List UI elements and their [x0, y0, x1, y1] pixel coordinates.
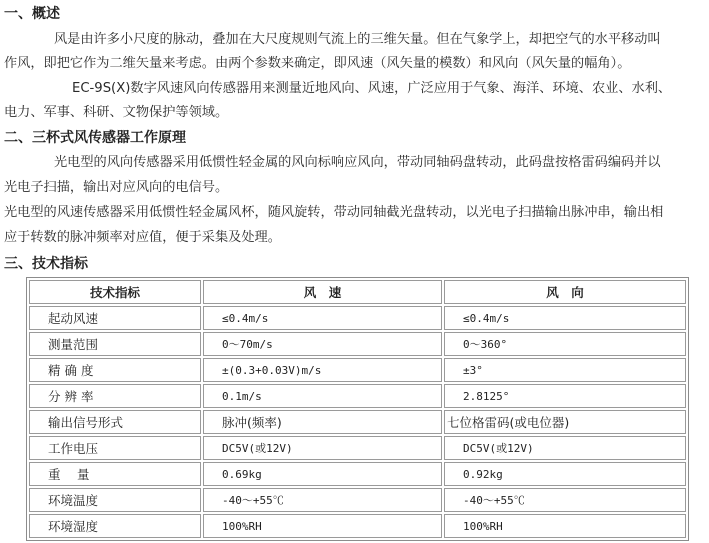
wind-speed-value: -40～+55℃: [203, 488, 442, 512]
table-row: [29, 436, 686, 460]
row-name: 重 量: [29, 462, 201, 486]
principle-line-2: 光电子扫描，输出对应风向的电信号。: [4, 180, 229, 195]
wind-direction-value: ≤0.4m/s: [444, 306, 686, 330]
spec-table-header-row: [29, 280, 686, 304]
table-row: [29, 462, 686, 486]
wind-speed-value: 0～70m/s: [203, 332, 442, 356]
wind-direction-value: 2.8125°: [444, 384, 686, 408]
header-wind-direction: 风 向: [444, 280, 686, 304]
table-row: [29, 488, 686, 512]
header-wind-speed: 风 速: [203, 280, 442, 304]
table-row: [29, 514, 686, 538]
row-name: 工作电压: [29, 436, 201, 460]
section-heading-principle: 二、三杯式风传感器工作原理: [4, 130, 186, 146]
table-row: [29, 410, 686, 434]
header-spec: 技术指标: [29, 280, 201, 304]
wind-direction-value: DC5V(或12V): [444, 436, 686, 460]
wind-direction-value: ±3°: [444, 358, 686, 382]
row-name: 环境湿度: [29, 514, 201, 538]
wind-speed-value: 0.69kg: [203, 462, 442, 486]
row-name: 分 辨 率: [29, 384, 201, 408]
principle-line-4: 应于转数的脉冲频率对应值，便于采集及处理。: [4, 230, 281, 245]
wind-speed-value: ≤0.4m/s: [203, 306, 442, 330]
wind-speed-value: 脉冲(频率): [203, 410, 442, 434]
row-name: 测量范围: [29, 332, 201, 356]
principle-line-3: 光电型的风速传感器采用低惯性轻金属风杯，随风旋转，带动同轴截光盘转动，以光电子扫描输出脉冲串，输出相: [4, 205, 664, 220]
overview-line-2: 作风，即把它作为二维矢量来考虑。由两个参数来确定，即风速（风矢量的模数）和风向（风矢量的幅角）。: [4, 56, 631, 71]
wind-speed-value: DC5V(或12V): [203, 436, 442, 460]
overview-line-1: 风是由许多小尺度的脉动，叠加在大尺度规则气流上的三维矢量。但在气象学上，却把空气的水平移动叫: [54, 32, 661, 47]
row-name: 环境温度: [29, 488, 201, 512]
wind-speed-value: 100%RH: [203, 514, 442, 538]
section-heading-specs: 三、技术指标: [4, 256, 88, 272]
wind-direction-value: 100%RH: [444, 514, 686, 538]
row-name: 精 确 度: [29, 358, 201, 382]
wind-speed-value: ±(0.3+0.03V)m/s: [203, 358, 442, 382]
overview-line-3: EC-9S(X)数字风速风向传感器用来测量近地风向、风速，广泛应用于气象、海洋、环境、农业、水利、: [72, 81, 672, 96]
table-row: [29, 384, 686, 408]
overview-line-4: 电力、军事、科研、文物保护等领域。: [4, 105, 229, 120]
table-row: [29, 358, 686, 382]
row-name: 起动风速: [29, 306, 201, 330]
wind-direction-value: 七位格雷码(或电位器): [444, 410, 686, 434]
wind-speed-value: 0.1m/s: [203, 384, 442, 408]
principle-line-1: 光电型的风向传感器采用低惯性轻金属的风向标响应风向，带动同轴码盘转动，此码盘按格雷码编码并以: [54, 155, 661, 170]
spec-table: [26, 277, 689, 541]
table-row: [29, 306, 686, 330]
wind-direction-value: 0.92kg: [444, 462, 686, 486]
wind-direction-value: -40～+55℃: [444, 488, 686, 512]
row-name: 输出信号形式: [29, 410, 201, 434]
section-heading-overview: 一、概述: [4, 6, 60, 22]
wind-direction-value: 0～360°: [444, 332, 686, 356]
table-row: [29, 332, 686, 356]
